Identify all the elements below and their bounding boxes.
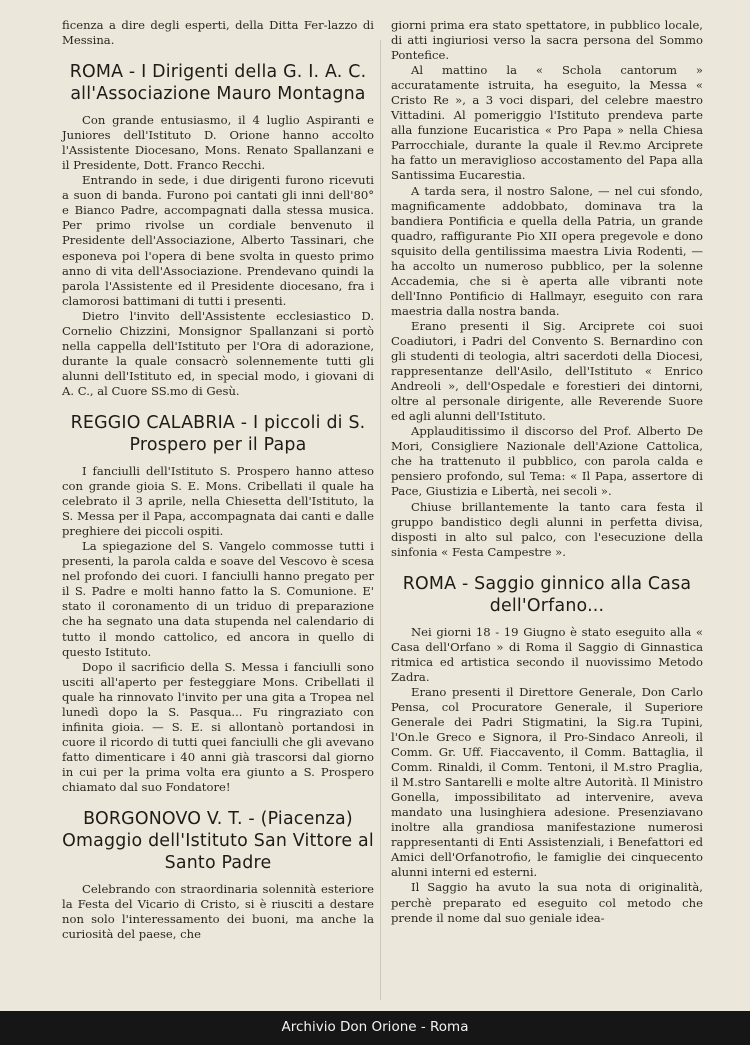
footer-text: Archivio Don Orione - Roma bbox=[281, 1019, 469, 1035]
column-divider bbox=[380, 40, 381, 1000]
paragraph: Dopo il sacrificio della S. Messa i fanciulli sono usciti all'aperto per festeggiare Mons. Cribellati il quale ha rinnovato l'invito per una gita a Tropea nel lunedì dopo la S. Pasqua... Fu ringraziato con infinita gioia. — S. E. si allontanò portandosi in cuore il ricordo di tutti quei fanciulli che gli avevano fatto dimenticare i 40 anni già trascorsi dal giorno in cui per la prima volta era giunto a S. Prospero chiamato dal suo Fondatore! bbox=[62, 659, 374, 794]
paragraph: Entrando in sede, i due dirigenti furono ricevuti a suon di banda. Furono poi cantati gli inni dell'80° e Bianco Padre, accompagnati dalla stessa musica. Per primo rivolse un cordiale benvenuto il Presidente dell'Associazione, Alberto Tassinari, che esponeva poi l'opera di bene svolta in questo primo anno di vita dell'Associazione. Prendevano quindi la parola l'Assistente ed il Presidente diocesano, fra i clamorosi battimani di tutti i presenti. bbox=[62, 173, 374, 308]
paragraph: A tarda sera, il nostro Salone, — nel cui sfondo, magnificamente addobbato, dominava tra la bandiera Pontificia e quella della Patria, un grande quadro, raffigurante Pio XII opera pregevole e dono squisito della gentilissima maestra Livia Rodenti, — ha accolto un numeroso pubblico, per la solenne Accademia, che si è aperta alle vibranti note dell'Inno Pontificio di Hallmayr, eseguito con rara maestria dalla nostra banda. bbox=[391, 183, 703, 318]
paragraph: Celebrando con straordinaria solennità esteriore la Festa del Vicario di Cristo, si è riusciti a destare non solo l'interessamento dei buoni, ma anche la curiosità del paese, che bbox=[62, 882, 374, 942]
paragraph: I fanciulli dell'Istituto S. Prospero hanno atteso con grande gioia S. E. Mons. Cribellati il quale ha celebrato il 3 aprile, nella Chiesetta dell'Istituto, la S. Messa per il Papa, accompagnata dai canti e dalle preghiere dei piccoli ospiti. bbox=[62, 463, 374, 539]
paragraph: Dietro l'invito dell'Assistente ecclesiastico D. Cornelio Chizzini, Monsignor Spallanzani si portò nella cappella dell'Istituto per l'Ora di adorazione, durante la quale consacrò solennemente tutti gli alunni dell'Istituto ed, in special modo, i giovani di A. C., al Cuore SS.mo di Gesù. bbox=[62, 308, 374, 398]
paragraph: La spiegazione del S. Vangelo commosse tutti i presenti, la parola calda e soave del Vescovo è scesa nel profondo dei cuori. I fanciulli hanno pregato per il S. Padre e molti hanno fatto la S. Comunione. E' stato il coronamento di un triduo di preparazione che ha segnato una data stupenda nel calendario di tutto il mondo cattolico, ed ancora in quello di questo Istituto. bbox=[62, 539, 374, 659]
paragraph: Il Saggio ha avuto la sua nota di originalità, perchè preparato ed eseguito col metodo che prende il nome dal suo geniale idea- bbox=[391, 880, 703, 925]
article-heading: REGGIO CALABRIA - I piccoli di S. Prospero per il Papa bbox=[70, 412, 366, 455]
paragraph: Erano presenti il Direttore Generale, Don Carlo Pensa, col Procuratore Generale, il Superiore Generale dei Padri Stigmatini, la Sig.ra Tupini, l'On.le Greco e Signora, il Pro-Sindaco Anreoli, il Comm. Gr. Uff. Fiaccavento, il Comm. Battaglia, il Comm. Rinaldi, il Comm. Tentoni, il M.stro Praglia, il M.stro Santarelli e molte altre Autorità. Il Ministro Gonella, impossibilitato ad intervenire, aveva mandato una lusinghiera adesione. Presenziavano inoltre alla grandiosa manifestazione numerosi rappresentanti di Enti Assistenziali, i Benefattori ed Amici dell'Orfanotrofio, le famiglie dei cinquecento alunni interni ed esterni. bbox=[391, 684, 703, 880]
paragraph: Erano presenti il Sig. Arciprete coi suoi Coadiutori, i Padri del Convento S. Bernardino con gli studenti di teologia, altri sacerdoti della Diocesi, rappresentanze dell'Asilo, dell'Istituto « Enrico Andreoli », dell'Ospedale e forestieri dei dintorni, oltre al personale dirigente, alle Reverende Suore ed agli alunni dell'Istituto. bbox=[391, 318, 703, 424]
paragraph: Chiuse brillantemente la tanto cara festa il gruppo bandistico degli alunni in perfetta divisa, disposti in alto sul palco, con l'esecuzione della sinfonia « Festa Campestre ». bbox=[391, 499, 703, 559]
paragraph: giorni prima era stato spettatore, in pubblico locale, di atti ingiuriosi verso la sacra persona del Sommo Pontefice. bbox=[391, 18, 703, 63]
article-heading: ROMA - I Dirigenti della G. I. A. C. all'Associazione Mauro Montagna bbox=[69, 62, 367, 105]
paragraph: Nei giorni 18 - 19 Giugno è stato eseguito alla « Casa dell'Orfano » di Roma il Saggio di Ginnastica ritmica ed artistica secondo il nuovissimo Metodo Zadra. bbox=[391, 624, 703, 684]
paragraph: Con grande entusiasmo, il 4 luglio Aspiranti e Juniores dell'Istituto D. Orione hanno accolto l'Assistente Diocesano, Mons. Renato Spallanzani e il Presidente, Dott. Franco Recchi. bbox=[62, 113, 374, 173]
paragraph: ficenza a dire degli esperti, della Ditta Fer-lazzo di Messina. bbox=[62, 18, 374, 48]
right-column bbox=[391, 18, 703, 926]
paragraph: Al mattino la « Schola cantorum » accuratamente istruita, ha eseguito, la Messa « Cristo Re », a 3 voci dispari, del celebre maestro Vittadini. Al pomeriggio l'Istituto prendeva parte alla funzione Eucaristica « Pro Papa » nella Chiesa Parrocchiale, durante la quale il Rev.mo Arciprete ha fatto un meraviglioso accostamento del Papa alla Santissima Eucarestia. bbox=[391, 63, 703, 183]
article-heading: ROMA - Saggio ginnico alla Casa dell'Orfano... bbox=[402, 573, 692, 616]
article-heading: BORGONOVO V. T. - (Piacenza) Omaggio dell'Istituto San Vittore al Santo Padre bbox=[62, 809, 374, 874]
left-column bbox=[62, 18, 374, 942]
archive-footer bbox=[0, 1011, 750, 1045]
paragraph: Applauditissimo il discorso del Prof. Alberto De Mori, Consigliere Nazionale dell'Azione Cattolica, che ha trattenuto il pubblico, con parola calda e pensiero profondo, sul Tema: « Il Papa, assertore di Pace, Giustizia e Libertà, nei secoli ». bbox=[391, 424, 703, 499]
